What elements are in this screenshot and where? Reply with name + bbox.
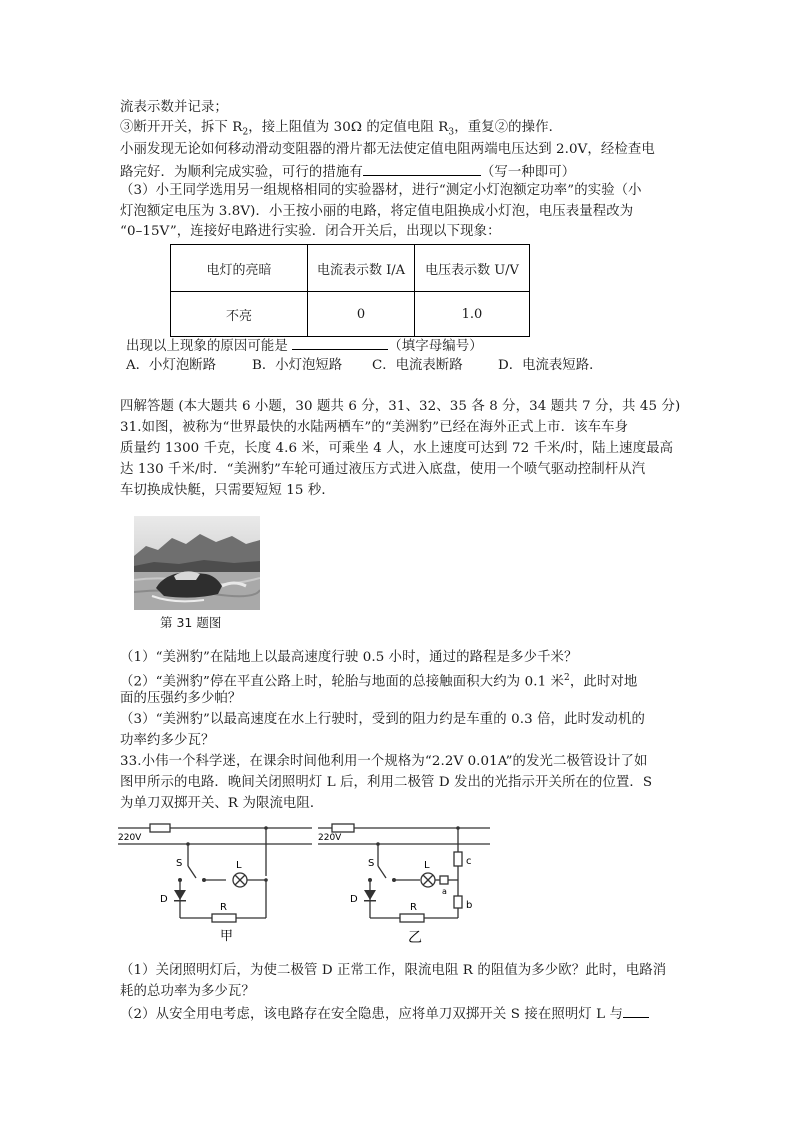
text-run: 出现以上现象的原因可能是 <box>126 339 288 354</box>
text-line: 为单刀双掷开关、R 为限流电阻． <box>120 796 324 811</box>
text-line: 流表示数并记录； <box>120 100 228 115</box>
table-cell: 1.0 <box>415 292 530 337</box>
answer-blank[interactable] <box>363 161 481 176</box>
text-line: 灯泡额定电压为 3.8V)．小王按小丽的电路，将定值电阻换成小灯泡，电压表量程改为 <box>120 204 634 219</box>
diode-label: D <box>350 894 358 905</box>
text-run: ③断开开关，拆下 R <box>120 120 243 135</box>
text-line <box>120 118 562 143</box>
amphibious-car-photo <box>134 516 260 610</box>
text-line: （1）关闭照明灯后，为使二极管 D 正常工作，限流电阻 R 的阻值为多少欧？此时，电路消 <box>120 963 667 978</box>
option-c: C．电流表断路 <box>372 358 463 373</box>
circuit-diagram-jia <box>116 818 314 948</box>
voltage-label: 220V <box>318 833 342 843</box>
table-row <box>171 292 530 337</box>
text-line <box>120 1003 649 1025</box>
text-line <box>126 335 483 357</box>
text-line: 图甲所示的电路．晚间关闭照明灯 L 后，利用二极管 D 发出的光指示开关所在的位置．S <box>120 775 653 790</box>
text-line: 达 130 千米/时．“美洲豹”车轮可通过液压方式进入底盘，使用一个喷气驱动控制杆从汽 <box>120 462 646 477</box>
text-line: （3）小王同学选用另一组规格相同的实验器材，进行“测定小灯泡额定功率”的实验（小 <box>120 183 642 198</box>
table-cell: 不亮 <box>171 292 308 337</box>
switch-label: S <box>176 858 183 869</box>
answer-blank[interactable] <box>623 1003 649 1018</box>
text-run: （填字母编号） <box>388 339 483 354</box>
table-header-cell: 电灯的亮暗 <box>171 245 308 292</box>
text-line: （1）“美洲豹”在陆地上以最高速度行驶 0.5 小时，通过的路程是多少千米？ <box>120 650 578 665</box>
text-run: 路完好．为顺利完成实验，可行的措施有 <box>120 165 363 180</box>
point-c-label: c <box>466 856 472 867</box>
table-header-cell: 电流表示数 I/A <box>308 245 415 292</box>
text-run: （2）从安全用电考虑，该电路存在安全隐患，应将单刀双掷开关 S 接在照明灯 L 与 <box>120 1007 623 1022</box>
text-line: 质量约 1300 千克，长度 4.6 米，可乘坐 4 人，水上速度可达到 72 千米/时，陆上速度最高 <box>120 441 674 456</box>
point-a-label: a <box>442 887 447 896</box>
option-d: D．电流表短路． <box>498 358 603 373</box>
circuit-diagram-yi <box>316 818 492 948</box>
text-line: 31.如图，被称为“世界最快的水陆两栖车”的“美洲豹”已经在海外正式上市．该车车身 <box>120 420 629 435</box>
switch-label: S <box>368 858 375 869</box>
answer-blank[interactable] <box>292 335 388 350</box>
text-line: “0–15V”，连接好电路进行实验．闭合开关后，出现以下现象： <box>120 224 501 239</box>
text-line: 小丽发现无论如何移动滑动变阻器的滑片都无法使定值电阻两端电压达到 2.0V，经检查电 <box>120 142 655 157</box>
text-line <box>120 161 575 183</box>
lamp-label: L <box>424 860 430 871</box>
text-line: 33.小伟一个科学迷，在课余时间他利用一个规格为“2.2V 0.01A”的发光二极管设计了如 <box>120 754 648 769</box>
lamp-label: L <box>236 860 242 871</box>
circuit-name-jia: 甲 <box>220 929 234 944</box>
resistor-label: R <box>220 902 227 913</box>
table-header-row <box>171 245 530 292</box>
observation-table <box>170 244 530 337</box>
text-run: ，接上阻值为 30Ω 的定值电阻 R <box>248 120 449 135</box>
photo-illustration <box>134 516 260 610</box>
text-line: 耗的总功率为多少瓦？ <box>120 984 255 999</box>
subscript: 2 <box>242 127 249 138</box>
option-b: B．小灯泡短路 <box>252 358 343 373</box>
resistor-label: R <box>410 902 417 913</box>
text-line: （3）“美洲豹”以最高速度在水上行驶时，受到的阻力约是车重的 0.3 倍，此时发动机的 <box>120 712 645 727</box>
circuit-name-yi: 乙 <box>408 930 422 946</box>
section-heading: 四解答题 (本大题共 6 小题，30 题共 6 分，31、32、35 各 8 分，34 题共 7 分，共 45 分) <box>120 399 681 414</box>
text-line: 车切换成快艇，只需要短短 15 秒． <box>120 483 335 498</box>
text-run: （2）“美洲豹”停在平直公路上时，轮胎与地面的总接触面积大约为 0.1 米 <box>120 674 565 690</box>
figure-caption: 第 31 题图 <box>160 615 222 630</box>
option-a: A．小灯泡断路 <box>126 358 217 373</box>
text-run: ，重复②的操作． <box>454 120 563 135</box>
subscript: 3 <box>448 127 455 138</box>
superscript: 2 <box>564 673 570 683</box>
table-header-cell: 电压表示数 U/V <box>415 245 530 292</box>
text-line: 面的压强约多少帕？ <box>120 691 242 706</box>
point-b-label: b <box>466 900 473 911</box>
text-run: ，此时对地 <box>569 674 638 690</box>
table-cell: 0 <box>308 292 415 337</box>
voltage-label: 220V <box>118 833 142 843</box>
text-run: （写一种即可） <box>480 165 576 180</box>
diode-label: D <box>160 894 168 905</box>
text-line: 功率约多少瓦？ <box>120 733 215 748</box>
